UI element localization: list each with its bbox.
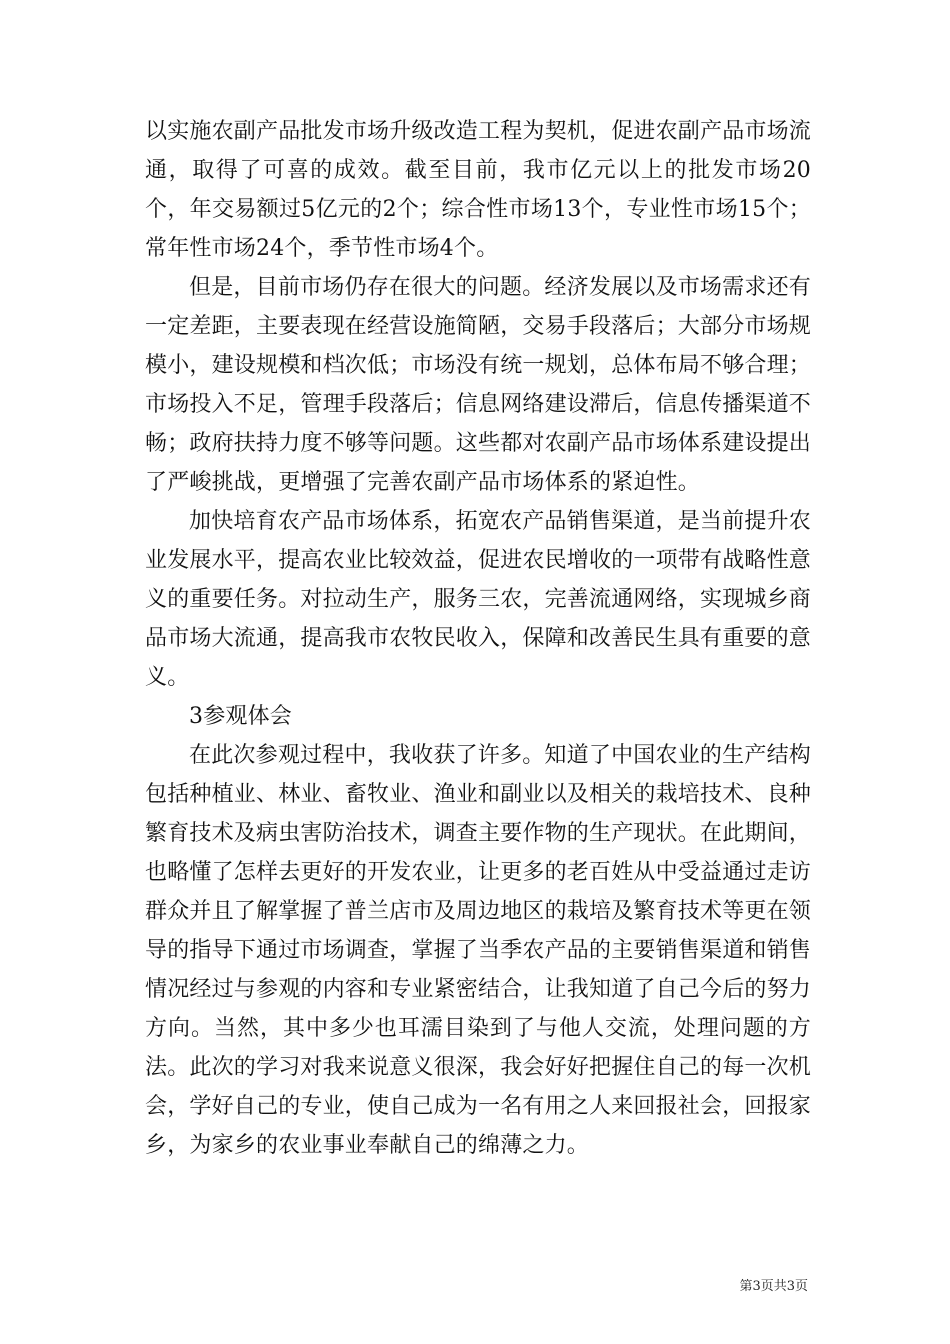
section-heading-visit-reflection: 3参观体会 (189, 704, 292, 729)
paragraph-market-problems: 但是，目前市场仍存在很大的问题。经济发展以及市场需求还有一定差距，主要表现在经营设施简陋，交易手段落后；大部分市场规模小，建设规模和档次低；市场没有统一规划，总体布局不够合理；市场投入不足，管理手段落后；信息网络建设滞后，信息传播渠道不畅；政府扶持力度不够等问题。这些都对农副产品市场体系建设提出了严峻挑战，更增强了完善农副产品市场体系的紧迫性。 (145, 275, 812, 495)
paragraph-market-importance: 加快培育农产品市场体系，拓宽农产品销售渠道，是当前提升农业发展水平，提高农业比较效益，促进农民增收的一项带有战略性意义的重要任务。对拉动生产，服务三农，完善流通网络，实现城乡商品市场大流通，提高我市农牧民收入，保障和改善民生具有重要的意义。 (145, 509, 812, 690)
paragraph-visit-reflection: 在此次参观过程中，我收获了许多。知道了中国农业的生产结构包括种植业、林业、畜牧业、渔业和副业以及相关的栽培技术、良种繁育技术及病虫害防治技术，调查主要作物的生产现状。在此期间，也略懂了怎样去更好的开发农业，让更多的老百姓从中受益通过走访群众并且了解掌握了普兰店市及周边地区的栽培及繁育技术等更在领导的指导下通过市场调查，掌握了当季农产品的主要销售渠道和销售情况经过与参观的内容和专业紧密结合，让我知道了自己今后的努力方向。当然，其中多少也耳濡目染到了与他人交流，处理问题的方法。此次的学习对我来说意义很深，我会好好把握住自己的每一次机会，学好自己的专业，使自己成为一名有用之人来回报社会，回报家乡，为家乡的农业事业奉献自己的绵薄之力。 (145, 743, 812, 1158)
document-body (145, 112, 811, 1165)
page-number: 第3页共3页 (739, 1279, 808, 1294)
paragraph-market-achievements: 以实施农副产品批发市场升级改造工程为契机，促进农副产品市场流通，取得了可喜的成效。截至目前，我市亿元以上的批发市场20个，年交易额过5亿元的2个；综合性市场13个，专业性市场15个；常年性市场24个，季节性市场4个。 (145, 119, 812, 261)
